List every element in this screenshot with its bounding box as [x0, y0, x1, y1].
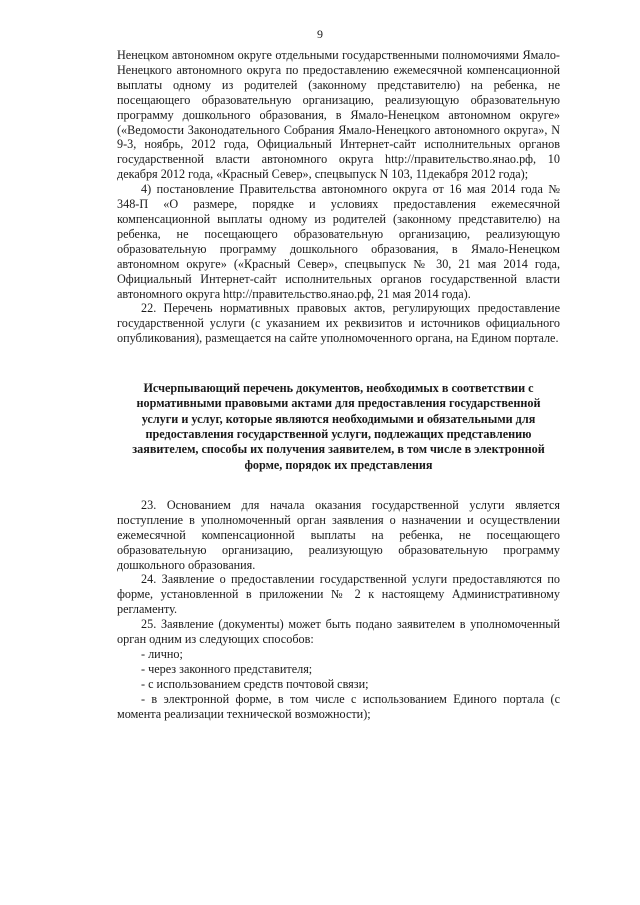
- method-in-person: - лично;: [141, 646, 183, 661]
- document-body: [117, 48, 560, 722]
- method-postal: - с использованием средств почтовой связи;: [141, 676, 369, 691]
- paragraph-23: 23. Основанием для начала оказания государственной услуги является поступление в уполномоченный орган заявления о назначении и осуществлении ежемесячной компенсационной выплаты на ребенка, не посещающего образовательную организацию, реализующую образовательную программу дошкольного образования.: [117, 497, 560, 572]
- paragraph-3-continuation: Ненецком автономном округе отдельными государственными полномочиями Ямало-Ненецкого автономного округа по предоставлению ежемесячной компенсационной выплаты одному из родителей (законному представителю) на ребенка, не посещающего образовательную организацию, реализующую образовательную программу дошкольного образования, в Ямало-Ненецком автономном округе» («Ведомости Законодательного Собрания Ямало-Ненецкого автономного округа», N 9-3, ноябрь, 2012 года, Официальный Интернет-сайт исполнительных органов государственной власти автономного округа http://правительство.янао.рф, 10 декабря 2012 года, «Красный Север», спецвыпуск N 103, 11декабря 2012 года);: [117, 48, 560, 182]
- method-electronic: - в электронной форме, в том числе с использованием Единого портала (с момента реализации технической возможности);: [117, 691, 560, 721]
- paragraph-24: 24. Заявление о предоставлении государственной услуги предоставляются по форме, установленной в приложении № 2 к настоящему Административному регламенту.: [117, 572, 560, 617]
- page-number: 9: [317, 27, 323, 41]
- section-heading: Исчерпывающий перечень документов, необходимых в соответствии с нормативными правовыми актами для предоставления государственной услуги и услуг, которые являются необходимыми и обязательными для предоставления государственной услуги, подлежащих представлению заявителем, способы их получения заявителем, в том числе в электронной форме, порядок их представления: [132, 381, 545, 472]
- paragraph-25: 25. Заявление (документы) может быть подано заявителем в уполномоченный орган одним из следующих способов:: [117, 617, 560, 647]
- method-legal-representative: - через законного представителя;: [141, 661, 313, 676]
- paragraph-item-4: 4) постановление Правительства автономного округа от 16 мая 2014 года № 348-П «О размере, порядке и условиях предоставления ежемесячной компенсационной выплаты одному из родителей (законному представителю) на ребенка, не посещающего образовательную организацию, реализующую образовательную программу дошкольного образования, в Ямало-Ненецком автономном округе» («Красный Север», спецвыпуск № 30, 21 мая 2014 года, Официальный Интернет-сайт исполнительных органов государственной власти автономного округа http://правительство.янао.рф, 21 мая 2014 года).: [117, 182, 560, 301]
- paragraph-22: 22. Перечень нормативных правовых актов, регулирующих предоставление государственной услуги (с указанием их реквизитов и источников официального опубликования), размещается на сайте уполномоченного органа, на Едином портале.: [117, 301, 560, 346]
